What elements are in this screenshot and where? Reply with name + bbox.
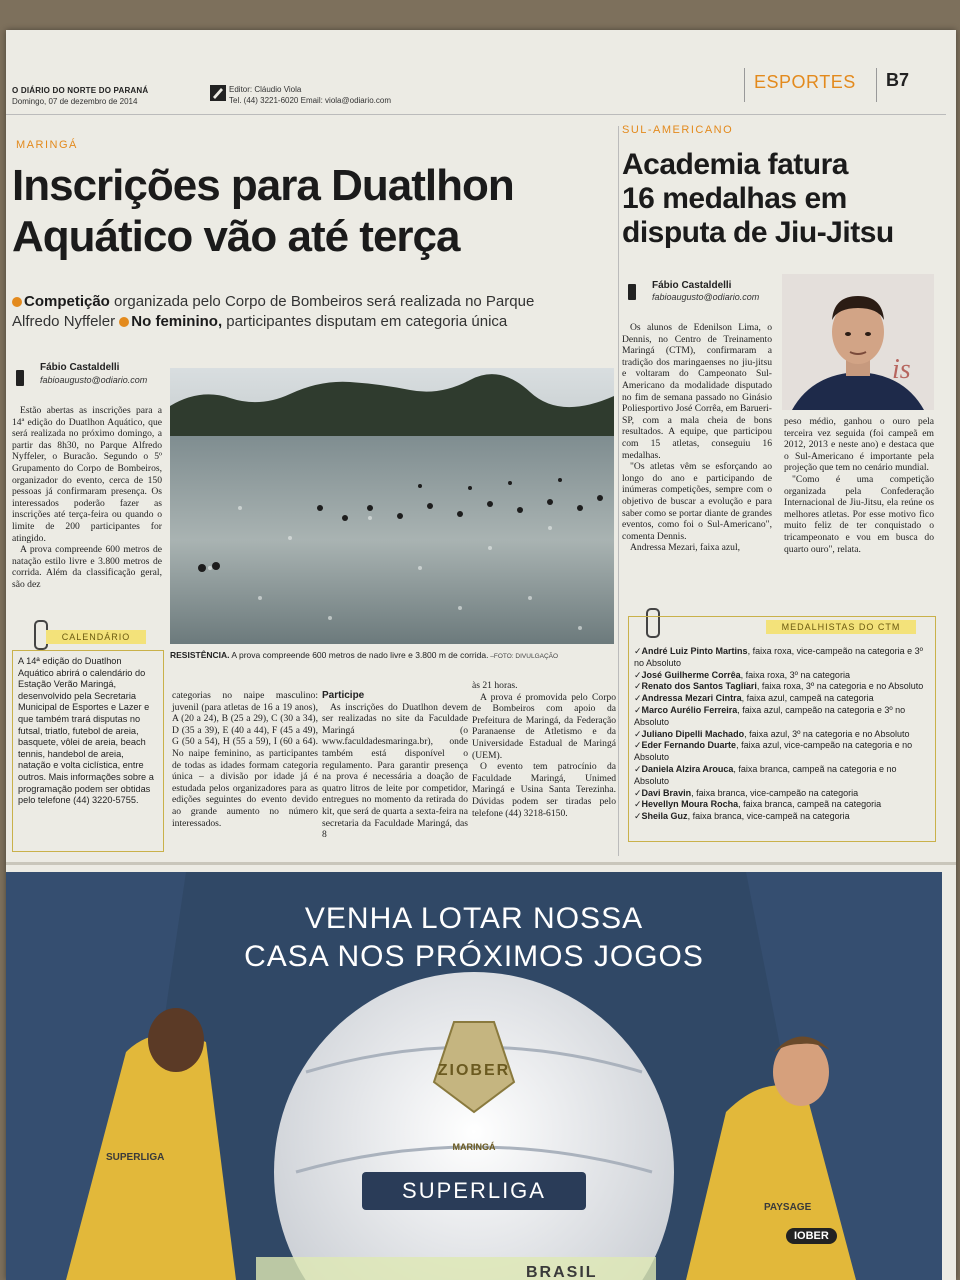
side-column-2 xyxy=(784,416,934,555)
side-col1-paragraph-1: Os alunos de Edenilson Lima, o Dennis, no Centro de Treinamento Maringá (CTM), confirmaram a tradição dos maringaenses no jiu-jitsu e voltaram do Campeonato Sul-Americano da modalidade disputado no fim de semana passado no Ginásio Poliesportivo José Corrêa, em Barueri-SP, com a mala cheia de bons resultados. A equipe, que participou com 15 atletas, conseguiu 16 medalhas. xyxy=(622,322,772,461)
main-col1-paragraph-2: A prova compreende 600 metros de natação estilo livre e 3.800 metros de corrida. Além da classificação geral, são dez xyxy=(12,544,162,590)
page-fold xyxy=(6,862,956,865)
newspaper-page xyxy=(6,30,956,1280)
side-headline-line-1: Academia fatura xyxy=(622,148,848,181)
medal-item: ✓Andressa Mezari Cintra, faixa azul, campeã na categoria xyxy=(634,693,874,704)
medal-item: ✓Marco Aurélio Ferreira, faixa azul, campeão na categoria e 3º no Absoluto xyxy=(634,704,906,727)
ball-brand-text: ZIOBER xyxy=(437,1062,511,1079)
medal-box-title: MEDALHISTAS DO CTM xyxy=(766,620,916,634)
medal-item: ✓Renato dos Santos Tagliari, faixa roxa, 3º na categoria e no Absoluto xyxy=(634,681,924,692)
masthead-rule xyxy=(6,114,946,115)
column-divider xyxy=(618,126,619,856)
medal-item: ✓Davi Bravin, faixa branca, vice-campeão na categoria xyxy=(634,787,859,798)
masthead-divider-2 xyxy=(876,68,877,102)
participate-heading: Participe xyxy=(322,690,365,701)
right-jersey-text-1: PAYSAGE xyxy=(764,1202,812,1213)
main-kicker: MARINGÁ xyxy=(16,139,78,151)
editor-contact: Tel. (44) 3221-6020 Email: viola@odiario.com xyxy=(229,96,391,105)
athlete-portrait xyxy=(782,274,934,410)
main-col4-paragraph-2: A prova é promovida pelo Corpo de Bombeiros com apoio da Prefeitura de Maringá, da Federação Paranaense de Atletismo e da Universidade Estadual de Maringá (UEM). xyxy=(472,691,616,761)
newspaper-name: O DIÁRIO DO NORTE DO PARANÁ xyxy=(12,86,149,95)
side-col2-paragraph-2: "Como é uma competição organizada pela Confederação Internacional de Jiu-Jitsu, ela reúne os melhores atletas. Por esse motivo fico muito feliz de ter conquistado o tricampeonato e vou em busca do quarto ouro", relata. xyxy=(784,473,934,555)
right-jersey-text-2: IOBER xyxy=(786,1228,837,1244)
bullet-dot-icon xyxy=(119,317,129,327)
main-headline-line-2: Aquático vão até terça xyxy=(12,212,460,261)
side-kicker: SUL-AMERICANO xyxy=(622,124,734,136)
main-subheadline: Competição organizada pelo Corpo de Bombeiros será realizada no Parque Alfredo Nyffeler No feminino, participantes disputam em categoria única xyxy=(12,293,535,330)
side-byline-name: Fábio Castaldelli xyxy=(652,280,732,291)
main-byline-email: fabioaugusto@odiario.com xyxy=(40,375,148,385)
byline-pen-icon xyxy=(16,370,24,386)
publication-date: Domingo, 07 de dezembro de 2014 xyxy=(12,97,138,106)
medal-list xyxy=(634,646,930,823)
section-label: ESPORTES xyxy=(754,72,856,92)
swimmers-lake-image xyxy=(170,368,614,644)
medal-item: ✓Eder Fernando Duarte, faixa azul, vice-campeão na categoria e no Absoluto xyxy=(634,740,913,763)
medal-item: ✓José Guilherme Corrêa, faixa roxa, 3º na categoria xyxy=(634,669,850,680)
page-number: B7 xyxy=(886,70,910,90)
main-column-1 xyxy=(12,405,162,591)
main-column-4 xyxy=(472,680,616,819)
ad-headline-line-2: CASA NOS PRÓXIMOS JOGOS xyxy=(244,940,704,973)
ad-bottom-text: BRASIL xyxy=(526,1264,598,1280)
masthead-divider xyxy=(744,68,745,102)
calendar-box-text: A 14ª edição do Duatlhon Aquático abrirá o calendário do Estação Verão Maringá, desenvolvido pela Secretaria Municipal de Esportes e Lazer e que também trará disputas no futsal, triatlo, futebol de areia, basquete, vôlei de areia, beach tennis, handebol de areia, natação e volta ciclística, entre outros. Mais informações sobre a programação podem ser obtidas pelo telefone (44) 3220-5755. xyxy=(18,656,154,806)
photo-caption: RESISTÊNCIA. A prova compreende 600 metros de nado livre e 3.800 m de corrida. –FOTO: DIVULGAÇÃO xyxy=(170,650,559,660)
side-byline-email: fabioaugusto@odiario.com xyxy=(652,292,760,302)
bullet-dot-icon xyxy=(12,297,22,307)
medal-item: ✓Daniela Alzira Arouca, faixa branca, campeã na categoria e no Absoluto xyxy=(634,763,897,786)
main-headline-line-1: Inscrições para Duatlhon xyxy=(12,161,514,210)
side-col1-paragraph-2: "Os atletas vêm se esforçando ao longo do ano e participando de inúmeras competições, sempre com o objetivo de buscar a evolução e para saber como se portar diante de grandes eventos, como foi o Sul-Americano", comenta Dennis. xyxy=(622,461,772,542)
side-col1-paragraph-3: Andressa Mezari, faixa azul, xyxy=(630,542,741,554)
superliga-badge xyxy=(362,1172,586,1210)
main-byline-name: Fábio Castaldelli xyxy=(40,362,120,373)
athlete-portrait-image xyxy=(782,274,934,410)
side-headline-line-2: 16 medalhas em xyxy=(622,182,847,215)
side-column-1 xyxy=(622,322,772,554)
superliga-badge-text: SUPERLIGA xyxy=(402,1178,546,1203)
side-headline-line-3: disputa de Jiu-Jitsu xyxy=(622,216,894,249)
main-column-3 xyxy=(322,690,468,841)
left-jersey-text: SUPERLIGA xyxy=(106,1152,165,1163)
medal-item: ✓Hevellyn Moura Rocha, faixa branca, campeã na categoria xyxy=(634,799,882,810)
medal-item: ✓André Luiz Pinto Martins, faixa roxa, vice-campeão na categoria e 3º no Absoluto xyxy=(634,646,923,668)
medal-item: ✓Sheila Guz, faixa branca, vice-campeã na categoria xyxy=(634,811,850,822)
volleyball-ad xyxy=(6,872,942,1280)
editor-pen-icon xyxy=(210,85,226,101)
side-byline-pen-icon xyxy=(628,284,636,300)
participate-text: As inscrições do Duatlhon devem ser realizadas no site da Faculdade Maringá (o www.faculdadesmaringa.br), onde também está disponível o regulamento. Para garantir presença na prova é necessária a doação de quatro litros de leite por competidor, entregues no momento da retirada do kit, que será de quarta a sexta-feira na secretaria da Faculdade Maringá, das 8 xyxy=(322,701,468,841)
main-col1-paragraph-1: Estão abertas as inscrições para a 14ª edição do Duatlhon Aquático, que será realizada no próximo domingo, a partir das 8h30, no Parque Alfredo Nyffeler, o Buracão. Segundo o 5º Grupamento do Corpo de Bombeiros, organizador do evento, cerca de 150 pessoas já confirmaram presença. Os interessados poderão fazer as inscrições até terça-feira ou quando o limite de 200 participantes for atingido. xyxy=(12,405,162,544)
crest-text: MARINGÁ xyxy=(452,1142,496,1152)
medal-item: ✓Juliano Dipelli Machado, faixa azul, 3º na categoria e no Absoluto xyxy=(634,728,910,739)
svg-text:is: is xyxy=(892,354,911,385)
side-col2-paragraph-1: peso médio, ganhou o ouro pela terceira vez seguida (foi campeã em 2012, 2013 e neste ano) e destaca que o Sul-Americano é importante pela projeção que tem no cenário mundial. xyxy=(784,416,934,474)
main-col4-paragraph-1: às 21 horas. xyxy=(472,680,518,691)
main-column-2: categorias no naipe masculino: juvenil (para atletas de 16 a 19 anos), A (20 a 24), B (25 a 29), C (30 a 34), D (35 a 39), E (40 a 44), F (45 a 49), G (50 a 54), H (55 a 59), I (60 a 64). No naipe feminino, as participantes de todas as idades formam categoria única – a divisão por idade já é estudada pelos organizadores para as edições seguintes do evento devido ao grande aumento no número interessados. xyxy=(172,690,318,829)
calendar-box-title: CALENDÁRIO xyxy=(46,630,146,644)
ad-headline-line-1: VENHA LOTAR NOSSA xyxy=(304,902,644,935)
race-photo xyxy=(170,368,614,644)
main-col4-paragraph-3: O evento tem patrocínio da Faculdade Maringá, Unimed Maringá e Usina Santa Terezinha. Dúvidas podem ser tiradas pelo telefone (44) 3218-6150. xyxy=(472,761,616,819)
editor-name: Editor: Cláudio Viola xyxy=(229,85,302,94)
